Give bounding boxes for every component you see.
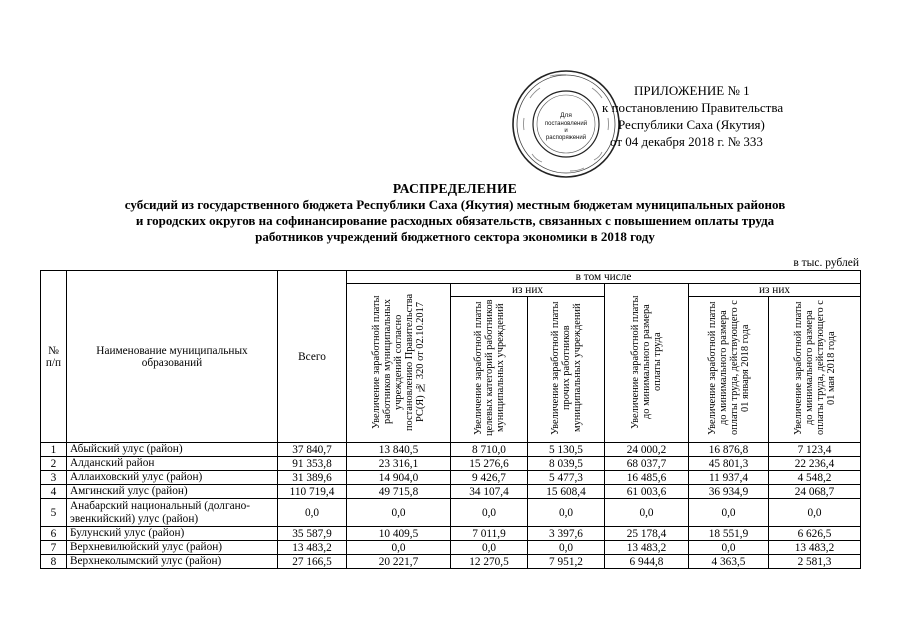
col-6-value: 0,0 [769,499,861,527]
unit-note: в тыс. рублей [793,257,859,269]
col-4-value: 6 944,8 [605,555,689,569]
municipality-name: Булунский улус (район) [67,527,278,541]
col-6-value: 4 548,2 [769,471,861,485]
col-2-value: 34 107,4 [451,485,528,499]
row-number: 4 [41,485,67,499]
col-4-value: 0,0 [605,499,689,527]
appendix-republic-line: Республики Саха (Якутия) [618,117,765,132]
municipality-name: Алданский район [67,457,278,471]
table-row [41,541,861,555]
col-3-value: 5 477,3 [528,471,605,485]
municipality-name: Верхнеколымский улус (район) [67,555,278,569]
total-value: 35 587,9 [278,527,347,541]
col-3-value: 0,0 [528,541,605,555]
col-2-value: 15 276,6 [451,457,528,471]
col-4-value: 16 485,6 [605,471,689,485]
header-col-3: Увеличение заработной платы прочих работников муниципальных учреждений [528,297,605,443]
col-4-value: 24 000,2 [605,443,689,457]
col-6-value: 22 236,4 [769,457,861,471]
total-value: 91 353,8 [278,457,347,471]
col-2-value: 8 710,0 [451,443,528,457]
document-title [40,181,870,245]
header-of-them-1: из них [451,284,605,297]
col-2-value: 7 011,9 [451,527,528,541]
col-6-value: 7 123,4 [769,443,861,457]
title-line-1: субсидий из государственного бюджета Республики Саха (Якутия) местным бюджетам муниципальных районов [124,197,786,212]
municipality-name: Верхневилюйский улус (район) [67,541,278,555]
header-name: Наименование муниципальных образований [67,271,278,443]
col-1-value: 0,0 [347,541,451,555]
col-5-value: 16 876,8 [689,443,769,457]
header-col-1: Увеличение заработной платы работников муниципальных учреждений согласно постановлению Правительства РС(Я) № 320 от 02.10.2017 [347,284,451,443]
table-row [41,443,861,457]
col-2-value: 12 270,5 [451,555,528,569]
seal-text-line-2: постановлений [544,121,588,127]
seal-text-line-1: Для [560,112,572,119]
appendix-number: ПРИЛОЖЕНИЕ № 1 [634,83,750,98]
row-number: 1 [41,443,67,457]
col-5-value: 36 934,9 [689,485,769,499]
col-4-value: 13 483,2 [605,541,689,555]
table-row [41,527,861,541]
col-2-value: 0,0 [451,541,528,555]
col-1-value: 49 715,8 [347,485,451,499]
subsidy-distribution-table [40,270,861,569]
total-value: 31 389,6 [278,471,347,485]
col-1-value: 23 316,1 [347,457,451,471]
total-value: 37 840,7 [278,443,347,457]
col-6-value: 24 068,7 [769,485,861,499]
col-4-value: 25 178,4 [605,527,689,541]
col-3-value: 7 951,2 [528,555,605,569]
total-value: 27 166,5 [278,555,347,569]
table-row [41,485,861,499]
row-number: 3 [41,471,67,485]
total-value: 110 719,4 [278,485,347,499]
col-3-value: 3 397,6 [528,527,605,541]
table-row [41,471,861,485]
col-3-value: 15 608,4 [528,485,605,499]
col-3-value: 5 130,5 [528,443,605,457]
appendix-resolution-line: к постановлению Правительства [602,100,784,115]
header-col-5: Увеличение заработной платы до минимального размера оплаты труда, действующего с 01 января 2018 года [689,297,769,443]
municipality-name: Анабарский национальный (долгано-эвенкийский) улус (район) [67,499,278,527]
col-2-value: 0,0 [451,499,528,527]
table-row [41,457,861,471]
col-6-value: 6 626,5 [769,527,861,541]
appendix-header [596,82,826,150]
col-1-value: 10 409,5 [347,527,451,541]
title-heading: РАСПРЕДЕЛЕНИЕ [392,181,518,196]
col-5-value: 18 551,9 [689,527,769,541]
header-col-6: Увеличение заработной платы до минимального размера оплаты труда, действующего с 01 мая 2018 года [769,297,861,443]
title-line-2: и городских округов на софинансирование расходных обязательств, связанных с повышением оплаты труда [135,213,775,228]
col-4-value: 68 037,7 [605,457,689,471]
title-line-3: работников учреждений бюджетного сектора экономики в 2018 году [255,229,655,244]
col-1-value: 20 221,7 [347,555,451,569]
total-value: 0,0 [278,499,347,527]
table-row [41,499,861,527]
col-3-value: 0,0 [528,499,605,527]
municipality-name: Абыйский улус (район) [67,443,278,457]
total-value: 13 483,2 [278,541,347,555]
header-total: Всего [278,271,347,443]
col-5-value: 0,0 [689,541,769,555]
header-including: в том числе [347,271,861,284]
col-6-value: 13 483,2 [769,541,861,555]
row-number: 2 [41,457,67,471]
table-row [41,555,861,569]
header-num: № п/п [41,271,67,443]
seal-text-line-4: распоряжений [545,135,587,141]
col-2-value: 9 426,7 [451,471,528,485]
appendix-date-line: от 04 декабря 2018 г. № 333 [610,134,763,149]
col-3-value: 8 039,5 [528,457,605,471]
col-4-value: 61 003,6 [605,485,689,499]
col-5-value: 45 801,3 [689,457,769,471]
col-5-value: 4 363,5 [689,555,769,569]
row-number: 5 [41,499,67,527]
col-6-value: 2 581,3 [769,555,861,569]
municipality-name: Аллаиховский улус (район) [67,471,278,485]
row-number: 8 [41,555,67,569]
header-of-them-2: из них [689,284,861,297]
col-1-value: 14 904,0 [347,471,451,485]
col-1-value: 13 840,5 [347,443,451,457]
row-number: 7 [41,541,67,555]
municipality-name: Амгинский улус (район) [67,485,278,499]
header-col-4: Увеличение заработной платы до минимального размера оплаты труда [605,284,689,443]
col-5-value: 0,0 [689,499,769,527]
row-number: 6 [41,527,67,541]
col-1-value: 0,0 [347,499,451,527]
header-col-2: Увеличение заработной платы целевых категорий работников муниципальных учреждений [451,297,528,443]
seal-text-line-3: и [564,128,568,134]
col-5-value: 11 937,4 [689,471,769,485]
